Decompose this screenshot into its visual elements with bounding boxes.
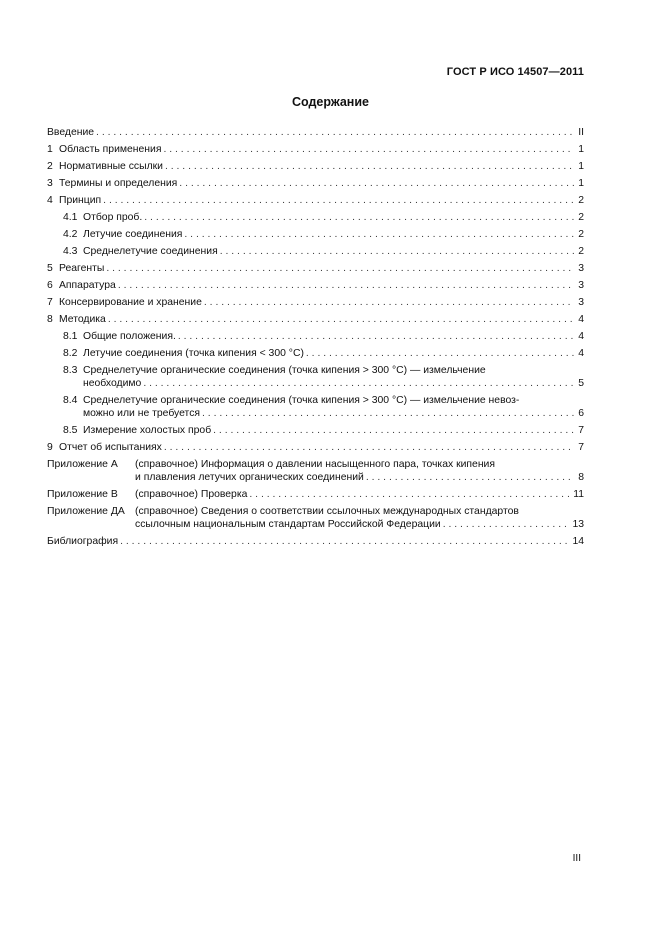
page-title: Содержание (291, 95, 369, 109)
toc-leader-dots (306, 347, 574, 360)
toc-entry-bibliography[interactable] (47, 535, 584, 552)
toc-entry-7[interactable] (47, 296, 584, 313)
toc-entry-text: Библиография (47, 536, 119, 547)
toc-entry-text-continued: ссылочным национальным стандартам Российской Федерации (135, 519, 441, 530)
toc-entry-6[interactable] (47, 279, 584, 296)
toc-entry-page: 3 (578, 280, 584, 291)
toc-entry-appendix-b[interactable] (47, 488, 584, 505)
toc-entry-page: 2 (578, 212, 584, 223)
standard-code: ГОСТ Р ИСО 14507—2011 (446, 66, 584, 78)
toc-entry-text: Среднелетучие органические соединения (точка кипения > 300 °С) — измельчение (83, 365, 486, 376)
toc-entry-page: 4 (578, 331, 584, 342)
toc-entry-page: 5 (578, 378, 584, 389)
toc-entry-text: Реагенты (59, 263, 105, 274)
toc-leader-dots (204, 296, 574, 309)
toc-entry-number: 4.3 (63, 246, 78, 257)
toc-entry-2[interactable] (47, 160, 584, 177)
toc-entry-appendix-da[interactable] (47, 505, 584, 531)
toc-entry-page: 13 (572, 519, 584, 530)
toc-entry-8-4[interactable] (47, 394, 584, 420)
toc-entry-8-1[interactable] (47, 330, 584, 347)
toc-entry-4-2[interactable] (47, 228, 584, 245)
toc-leader-dots (443, 518, 571, 531)
toc-entry-number: 6 (47, 280, 53, 291)
toc-entry-number: 8.1 (63, 331, 78, 342)
toc-leader-dots (202, 407, 574, 420)
toc-entry-number: 1 (47, 144, 53, 155)
toc-entry-9[interactable] (47, 441, 584, 458)
toc-entry-4-1[interactable] (47, 211, 584, 228)
toc-entry-text: Отбор проб. (83, 212, 143, 223)
toc-entry-page: II (578, 127, 584, 138)
toc-entry-text: Термины и определения (59, 178, 178, 189)
toc-entry-page: 2 (578, 246, 584, 257)
toc-entry-number: 8.5 (63, 425, 78, 436)
toc-entry-text-continued: можно или не требуется (83, 408, 201, 419)
toc-entry-text: Нормативные ссылки (59, 161, 163, 172)
toc-entry-number: 8.4 (63, 395, 78, 406)
toc-entry-text: Общие положения. (83, 331, 176, 342)
toc-leader-dots (165, 160, 574, 173)
toc-entry-text: Среднелетучие органические соединения (точка кипения > 300 °С) — измельчение невоз- (83, 395, 520, 406)
toc-entry-text-continued: и плавления летучих органических соединений (135, 472, 364, 483)
toc-leader-dots (108, 313, 574, 326)
toc-entry-page: 2 (578, 195, 584, 206)
toc-entry-8-3[interactable] (47, 364, 584, 390)
page-number: III (572, 853, 581, 864)
toc-entry-page: 7 (578, 442, 584, 453)
toc-leader-dots (143, 377, 574, 390)
toc-leader-dots (220, 245, 574, 258)
toc-entry-page: 1 (578, 161, 584, 172)
toc-leader-dots (103, 194, 574, 207)
toc-entry-text: Методика (59, 314, 106, 325)
toc-entry-number: 7 (47, 297, 53, 308)
toc-leader-dots (164, 441, 574, 454)
toc-entry-page: 3 (578, 297, 584, 308)
toc-leader-dots (249, 488, 571, 501)
toc-entry-page: 4 (578, 348, 584, 359)
toc-entry-text: Измерение холостых проб (83, 425, 212, 436)
toc-leader-dots (96, 126, 574, 139)
toc-entry-introduction[interactable] (47, 126, 584, 143)
toc-leader-dots (163, 143, 574, 156)
toc-entry-8-5[interactable] (47, 424, 584, 441)
toc-entry-number: 5 (47, 263, 53, 274)
appendix-label: Приложение В (47, 489, 118, 500)
toc-entry-number: 9 (47, 442, 53, 453)
toc-entry-page: 1 (578, 144, 584, 155)
toc-entry-8[interactable] (47, 313, 584, 330)
toc-entry-page: 8 (578, 472, 584, 483)
toc-leader-dots (120, 535, 570, 548)
toc-entry-page: 7 (578, 425, 584, 436)
toc-entry-page: 3 (578, 263, 584, 274)
toc-leader-dots (178, 330, 574, 343)
toc-entry-text: Консервирование и хранение (59, 297, 202, 308)
toc-entry-3[interactable] (47, 177, 584, 194)
toc-entry-number: 4.1 (63, 212, 78, 223)
toc-entry-5[interactable] (47, 262, 584, 279)
toc-entry-number: 4 (47, 195, 53, 206)
toc-entry-number: 8.2 (63, 348, 78, 359)
toc-leader-dots (213, 424, 574, 437)
toc-leader-dots (184, 228, 574, 241)
toc-entry-text: Область применения (59, 144, 162, 155)
toc-entry-text: (справочное) Проверка (135, 489, 248, 500)
toc-entry-1[interactable] (47, 143, 584, 160)
toc-leader-dots (144, 211, 574, 224)
toc-entry-number: 4.2 (63, 229, 78, 240)
toc-entry-number: 2 (47, 161, 53, 172)
toc-entry-text: Летучие соединения (точка кипения < 300 °С) (83, 348, 304, 359)
toc-entry-page: 6 (578, 408, 584, 419)
toc-entry-page: 2 (578, 229, 584, 240)
toc-entry-text: Отчет об испытаниях (59, 442, 162, 453)
toc-leader-dots (366, 471, 574, 484)
toc-entry-number: 8 (47, 314, 53, 325)
toc-entry-text-continued: необходимо (83, 378, 142, 389)
appendix-label: Приложение ДА (47, 506, 125, 517)
toc-entry-8-2[interactable] (47, 347, 584, 364)
toc-entry-number: 3 (47, 178, 53, 189)
toc-entry-number: 8.3 (63, 365, 78, 376)
toc-entry-text: Среднелетучие соединения (83, 246, 218, 257)
toc-entry-text: Летучие соединения (83, 229, 183, 240)
toc-leader-dots (118, 279, 574, 292)
toc-entry-text: Аппаратура (59, 280, 116, 291)
toc-entry-page: 1 (578, 178, 584, 189)
toc-entry-page: 14 (572, 536, 584, 547)
toc-entry-4-3[interactable] (47, 245, 584, 262)
toc-entry-page: 4 (578, 314, 584, 325)
toc-leader-dots (106, 262, 574, 275)
toc-entry-4[interactable] (47, 194, 584, 211)
toc-entry-page: 11 (573, 489, 584, 500)
table-of-contents (47, 126, 584, 552)
toc-entry-text: (справочное) Информация о давлении насыщенного пара, точках кипения (135, 459, 495, 470)
toc-entry-appendix-a[interactable] (47, 458, 584, 484)
toc-entry-text: Введение (47, 127, 95, 138)
toc-entry-text: (справочное) Сведения о соответствии ссылочных международных стандартов (135, 506, 519, 517)
appendix-label: Приложение А (47, 459, 118, 470)
toc-entry-text: Принцип (59, 195, 102, 206)
toc-leader-dots (179, 177, 574, 190)
